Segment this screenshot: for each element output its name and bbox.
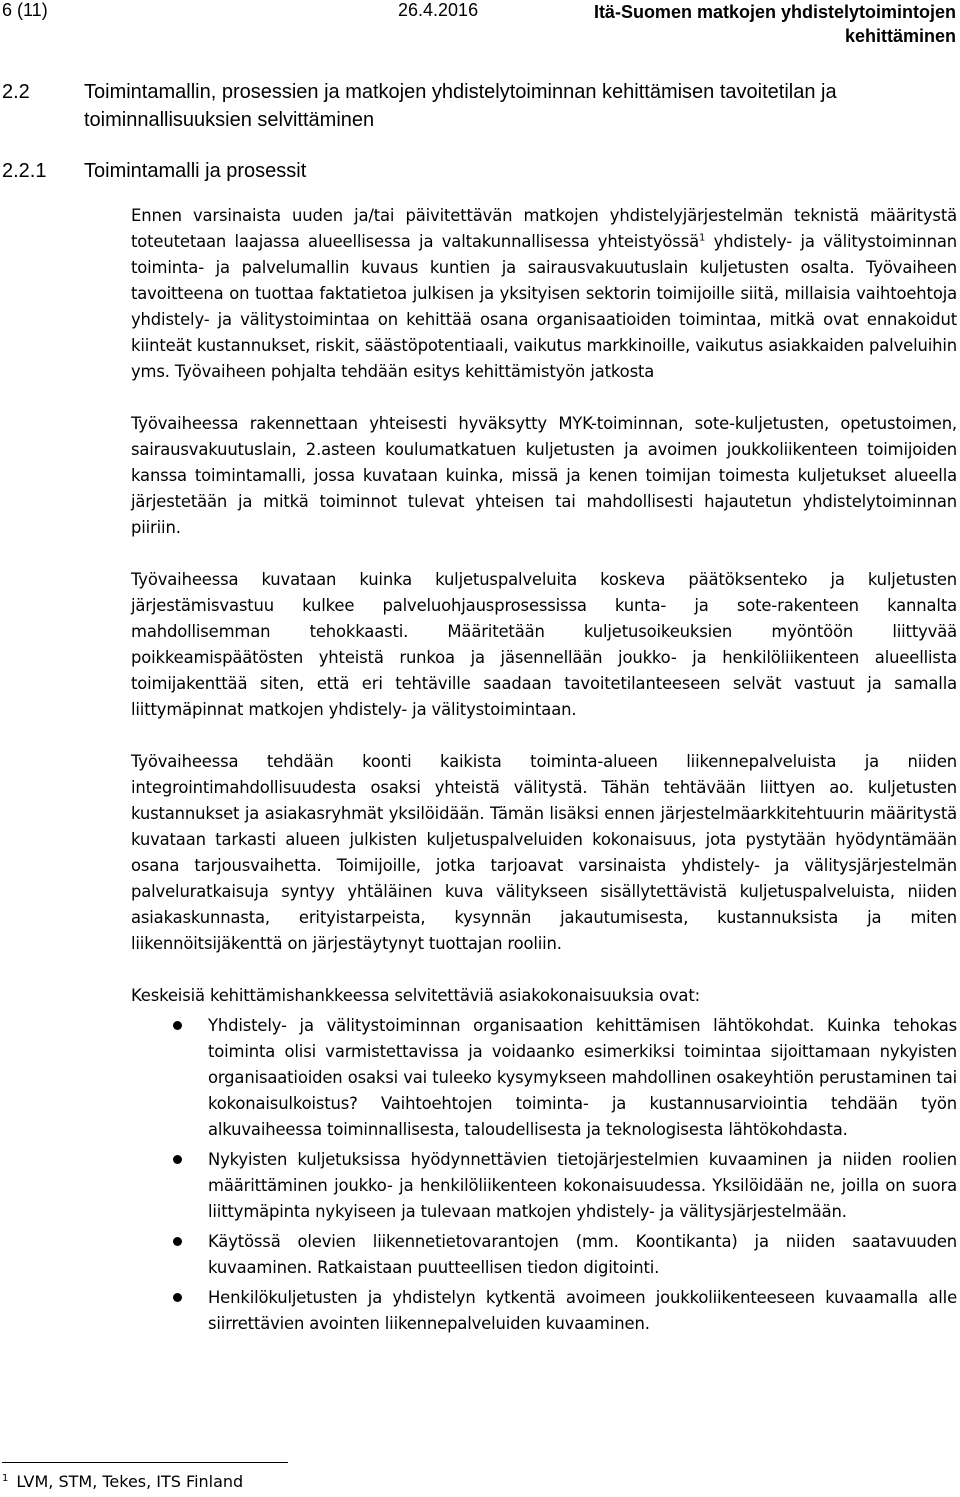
list-item-text: Henkilökuljetusten ja yhdistelyn kytkentä avoimeen joukkoliikenteeseen kuvaamalla alle siirrettävien avointen liikennepalveluiden kuvaaminen.	[208, 1288, 957, 1333]
subsection-title: Toimintamalli ja prosessit	[84, 160, 307, 182]
section-number: 2.2	[2, 81, 30, 103]
footnote-reference: 1	[698, 232, 706, 244]
page-number: 6 (11)	[2, 0, 48, 20]
paragraph-1-part-a: Ennen varsinaista uuden ja/tai päivitettävän matkojen yhdistelyjärjestelmän teknistä määritystä toteutetaan laajassa alueellisessa ja valtakunnallisessa yhteistyössä	[131, 206, 957, 251]
list-item-text: Nykyisten kuljetuksissa hyödynnettävien tietojärjestelmien kuvaaminen ja niiden roolien määrittäminen joukko- ja henkilöliikenteen kokonaisuudessa. Yksilöidään ne, joilla on suora liittymäpinta nykyiseen ja tulevaan matkojen yhdistely- ja välitysjärjestelmään.	[208, 1150, 957, 1221]
bullet-icon	[173, 1237, 182, 1246]
list-intro: Keskeisiä kehittämishankkeessa selvitettäviä asiakokonaisuuksia ovat:	[131, 986, 700, 1005]
paragraph-2: Työvaiheessa rakennettaan yhteisesti hyväksytty MYK-toiminnan, sote-kuljetusten, opetustoimen, sairausvakuutuslain, 2.asteen koulumatkatuen kuljetusten ja avoimen joukkoliikenteen toimijoiden kanssa toimintamalli, jossa kuvataan kuinka, missä ja kenen toimijan toimesta kuljetukset alueella järjestetään ja mitkä toiminnot tulevat yhteisen tai mahdollisesti hajautetun yhdistelytoiminnan piiriin.	[131, 414, 957, 537]
bullet-icon	[173, 1155, 182, 1164]
header-document-title: Itä-Suomen matkojen yhdistelytoimintojen kehittäminen	[593, 2, 956, 46]
list-item-text: Yhdistely- ja välitystoiminnan organisaation kehittämisen lähtökohdat. Kuinka tehokas toiminta olisi varmistettavissa ja voidaanko esimerkiksi toimintaa sijoittamaan nykyisten organisaatioiden osaksi vai tuleeko kysymykseen mahdollinen osakeyhtiön perustaminen tai kokonaisulkoistus? Vaihtoehtojen toiminta- ja kustannusarviointia tehdään työn alkuvaiheessa toiminnallisesta, taloudellisesta ja teknologisesta lähtökohdasta.	[208, 1016, 957, 1139]
list-item	[131, 1147, 957, 1225]
subsection-heading	[2, 157, 922, 185]
list-item	[131, 1229, 957, 1281]
paragraph-3: Työvaiheessa kuvataan kuinka kuljetuspalveluita koskeva päätöksenteko ja kuljetusten järjestämisvastuu kulkee palveluohjausprosessissa kunta- ja sote-rakenteen kannalta mahdollisemman tehokkaasti. Määritetään kuljetusoikeuksien myöntöön liittyvää poikkeamispäätösten yhteistä runkoa ja jäsennellään joukko- ja henkilöliikenteen alueellista toimijakenttää siten, että eri tehtäville saadaan tavoitetilanteeseen selvät vastuut ja samalla liittymäpinnat matkojen yhdistely- ja välitystoimintaan.	[131, 570, 957, 719]
section-heading	[2, 78, 922, 134]
footnote	[2, 1472, 243, 1491]
bullet-icon	[173, 1021, 182, 1030]
list-item-text: Käytössä olevien liikennetietovarantojen (mm. Koontikanta) ja niiden saatavuuden kuvaaminen. Ratkaistaan puutteellisen tiedon digitointi.	[208, 1232, 957, 1277]
footnote-marker: 1	[2, 1472, 9, 1484]
footnote-divider	[2, 1462, 288, 1463]
list-item	[131, 1285, 957, 1337]
section-title: Toimintamallin, prosessien ja matkojen yhdistelytoiminnan kehittämisen tavoitetilan ja toiminnallisuuksien selvittäminen	[84, 81, 837, 131]
paragraph-1-part-b: yhdistely- ja välitystoiminnan toiminta- ja palvelumallin kuvaus kuntien ja sairausvakuutuslain kuljetusten osalta. Työvaiheen tavoitteena on tuottaa faktatietoa julkisen ja yksityisen sektorin toimijoille siitä, millaisia vaihtoehtoja yhdistely- ja välitystoimintaa on kehittää osana organisaatioiden toimintaa, mitkä ovat ennakoidut kiinteät kustannukset, riskit, säästöpotentiaali, vaikutus markkinoille, vaikutus asiakkaiden palveluihin yms. Työvaiheen pohjalta tehdään esitys kehittämistyön jatkosta	[131, 232, 957, 381]
bullet-list	[131, 1013, 957, 1337]
bullet-icon	[173, 1293, 182, 1302]
list-item	[131, 1013, 957, 1143]
paragraph-4: Työvaiheessa tehdään koonti kaikista toiminta-alueen liikennepalveluista ja niiden integrointimahdollisuudesta osaksi yhteistä välitystä. Tähän tehtävään liittyen ao. kuljetusten kustannukset ja asiakasryhmät yksilöidään. Tämän lisäksi ennen järjestelmäarkkitehtuurin määritystä kuvataan tarkasti alueen julkisten kuljetuspalveluiden kokonaisuus, jota pystytään hyödyntämään osana tarjousvaihetta. Toimijoille, jotka tarjoavat varsinaista yhdistely- ja välitysjärjestelmän palveluratkaisuja syntyy yhtäläinen kuva välitykseen sisällytettävistä kuljetuspalveluista, niiden asiakaskunnasta, erityistarpeista, kysynnän jakautumisesta, kustannuksista ja miten liikennöitsijäkenttä on järjestäytynyt tuottajan rooliin.	[131, 752, 957, 953]
subsection-number: 2.2.1	[2, 160, 47, 182]
page-header	[0, 0, 960, 56]
body-text	[131, 203, 957, 1341]
paragraph-1	[131, 203, 957, 385]
header-date: 26.4.2016	[398, 0, 479, 20]
footnote-text: LVM, STM, Tekes, ITS Finland	[16, 1472, 244, 1491]
